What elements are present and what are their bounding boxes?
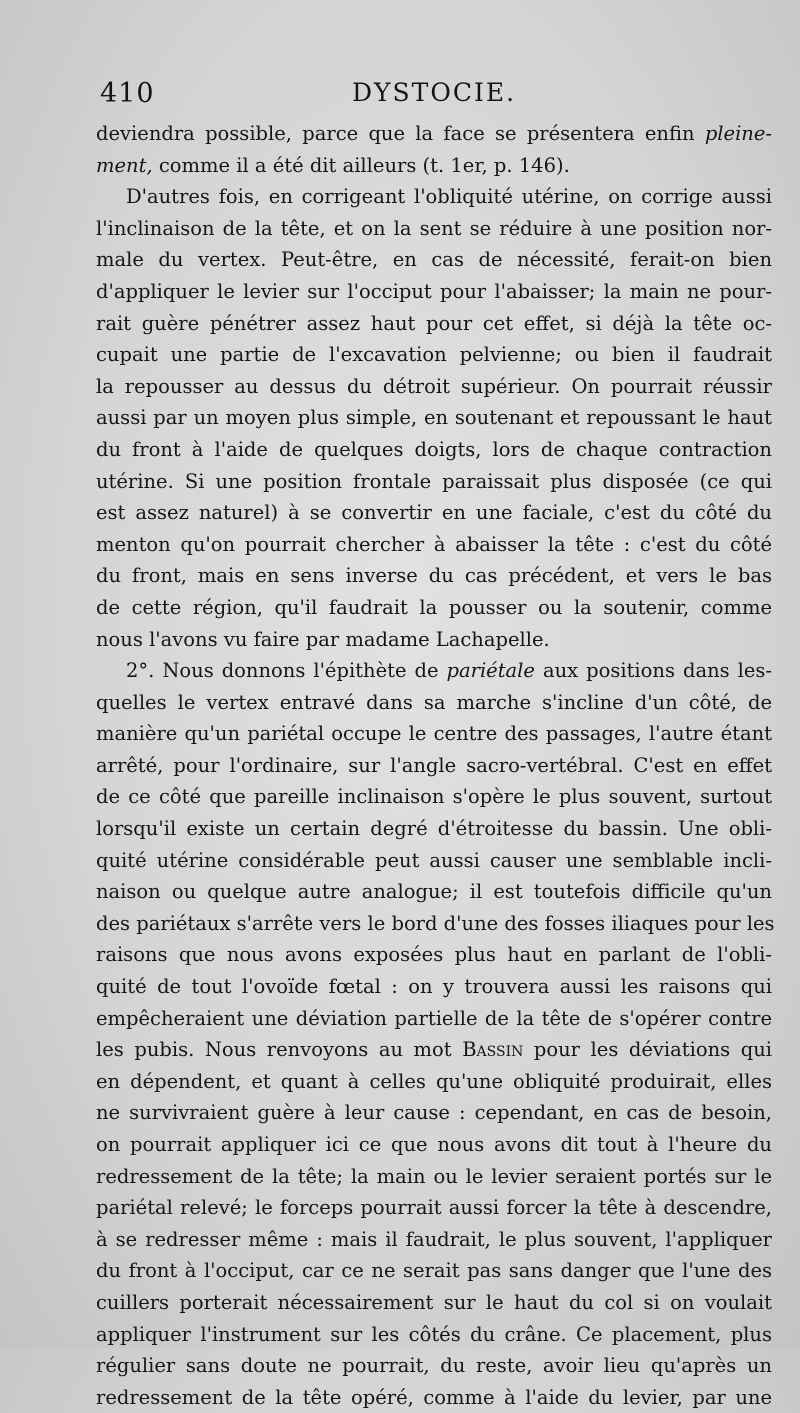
text-segment: naison ou quelque autre analogue; il est toutefois difficile qu'un [96, 880, 772, 904]
text-segment: de ce côté que pareille inclinaison s'opère le plus souvent, surtout [96, 785, 772, 809]
text-segment: pleine- [704, 122, 772, 145]
text-line [96, 908, 775, 940]
text-line [96, 118, 772, 150]
text-line [96, 1034, 772, 1066]
text-segment: des pariétaux s'arrête vers le bord d'une des fosses iliaques pour les [96, 911, 775, 935]
text-line [96, 939, 772, 971]
text-segment: quelles le vertex entravé dans sa marche s'incline d'un côté, de [96, 690, 772, 714]
text-line [96, 876, 772, 908]
text-segment: 2°. Nous donnons l'épithète de [126, 659, 447, 683]
text-segment: menton qu'on pourrait chercher à abaisser la tête : c'est du côté [96, 532, 772, 556]
text-line [96, 1097, 772, 1129]
text-segment: quité utérine considérable peut aussi causer une semblable incli- [96, 848, 772, 872]
text-segment: raisons que nous avons exposées plus haut en parlant de l'obli- [96, 943, 772, 967]
text-line [96, 1350, 772, 1382]
text-segment: manière qu'un pariétal occupe le centre des passages, l'autre étant [96, 722, 772, 746]
text-segment: à se redresser même : mais il faudrait, le plus souvent, l'appliquer [96, 1227, 772, 1251]
text-line [96, 1255, 772, 1287]
text-line [96, 655, 772, 687]
text-segment: empêcheraient une déviation partielle de la tête de s'opérer contre [96, 1006, 772, 1030]
text-line [96, 592, 772, 624]
text-line [96, 1161, 772, 1193]
text-segment: pariétale [446, 659, 535, 683]
text-line [96, 213, 772, 245]
text-segment: ment, [96, 153, 153, 177]
text-segment: Bassin [462, 1038, 524, 1062]
page-header [96, 78, 772, 118]
text-segment: de cette région, qu'il faudrait la pousser ou la soutenir, comme [96, 595, 772, 619]
running-title: DYSTOCIE. [351, 78, 517, 107]
text-line [96, 1319, 772, 1351]
text-line [96, 1224, 772, 1256]
text-line [96, 1192, 772, 1224]
text-segment: du front, mais en sens inverse du cas précédent, et vers le bas [96, 564, 772, 588]
text-line [96, 624, 772, 656]
text-segment: D'autres fois, en corrigeant l'obliquité utérine, on corrige aussi [126, 185, 772, 209]
text-segment: lorsqu'il existe un certain degré d'étroitesse du bassin. Une obli- [96, 817, 772, 841]
text-segment: du front à l'aide de quelques doigts, lors de chaque contraction [96, 437, 772, 461]
text-line [96, 371, 772, 403]
text-line [96, 845, 772, 877]
text-line [96, 781, 772, 813]
text-segment: aussi par un moyen plus simple, en soutenant et repoussant le haut [96, 406, 772, 430]
text-line [96, 813, 772, 845]
text-segment: utérine. Si une position frontale paraissait plus disposée (ce qui [96, 469, 772, 493]
text-segment: redressement de la tête; la main ou le levier seraient portés sur le [96, 1164, 772, 1188]
text-segment: comme il a été dit ailleurs (t. 1er, p. 146). [152, 153, 570, 177]
text-segment: redressement de la tête opéré, comme à l'aide du levier, par une [96, 1385, 772, 1409]
text-segment: cuillers porterait nécessairement sur le haut du col si on voulait [96, 1290, 772, 1314]
text-line [96, 971, 772, 1003]
text-segment: ne survivraient guère à leur cause : cependant, en cas de besoin, [96, 1101, 772, 1125]
text-segment: pour les déviations qui [523, 1038, 772, 1062]
text-segment: deviendra possible, parce que la face se présentera enfin [96, 122, 705, 145]
text-line [96, 434, 772, 466]
text-segment: aux positions dans les- [534, 659, 772, 683]
text-segment: nous l'avons vu faire par madame Lachapelle. [96, 627, 550, 651]
text-segment: on pourrait appliquer ici ce que nous avons dit tout à l'heure du [96, 1133, 772, 1156]
text-segment: d'appliquer le levier sur l'occiput pour l'abaisser; la main ne pour- [96, 279, 772, 303]
text-segment: appliquer l'instrument sur les côtés du crâne. Ce placement, plus [96, 1322, 772, 1346]
text-line [96, 1382, 772, 1413]
text-line [96, 339, 772, 371]
book-page [96, 78, 775, 1413]
text-segment: l'inclinaison de la tête, et on la sent se réduire à une position nor- [96, 216, 772, 240]
text-line [96, 466, 772, 498]
text-line [96, 276, 772, 308]
text-line [96, 718, 772, 750]
text-line [96, 1129, 772, 1161]
text-line [96, 560, 772, 592]
text-segment: quité de tout l'ovoïde fœtal : on y trouvera aussi les raisons qui [96, 975, 772, 999]
text-line [96, 529, 772, 561]
page-number: 410 [100, 78, 155, 109]
text-segment: cupait une partie de l'excavation pelvienne; ou bien il faudrait [96, 343, 772, 367]
text-segment: rait guère pénétrer assez haut pour cet effet, si déjà la tête oc- [96, 311, 772, 335]
text-line [96, 244, 772, 276]
text-line [96, 308, 772, 340]
text-line [96, 1066, 772, 1098]
text-line [96, 181, 772, 213]
text-line [96, 150, 772, 182]
text-line [96, 687, 772, 719]
text-line [96, 402, 772, 434]
text-segment: est assez naturel) à se convertir en une faciale, c'est du côté du [96, 501, 772, 525]
text-segment: du front à l'occiput, car ce ne serait pas sans danger que l'une des [96, 1259, 772, 1283]
text-segment: pariétal relevé; le forceps pourrait aussi forcer la tête à descendre, [96, 1196, 772, 1220]
text-segment: régulier sans doute ne pourrait, du reste, avoir lieu qu'après un [96, 1354, 772, 1378]
text-segment: male du vertex. Peut-être, en cas de nécessité, ferait-on bien [96, 248, 772, 272]
text-segment: la repousser au dessus du détroit supérieur. On pourrait réussir [96, 374, 772, 398]
text-segment: arrêté, pour l'ordinaire, sur l'angle sacro-vertébral. C'est en effet [96, 753, 772, 777]
text-line [96, 497, 772, 529]
text-segment: les pubis. Nous renvoyons au mot [96, 1038, 463, 1062]
body-text [96, 118, 775, 1413]
text-line [96, 1287, 772, 1319]
text-segment: en dépendent, et quant à celles qu'une obliquité produirait, elles [96, 1069, 772, 1093]
text-line [96, 1003, 772, 1035]
text-line [96, 750, 772, 782]
